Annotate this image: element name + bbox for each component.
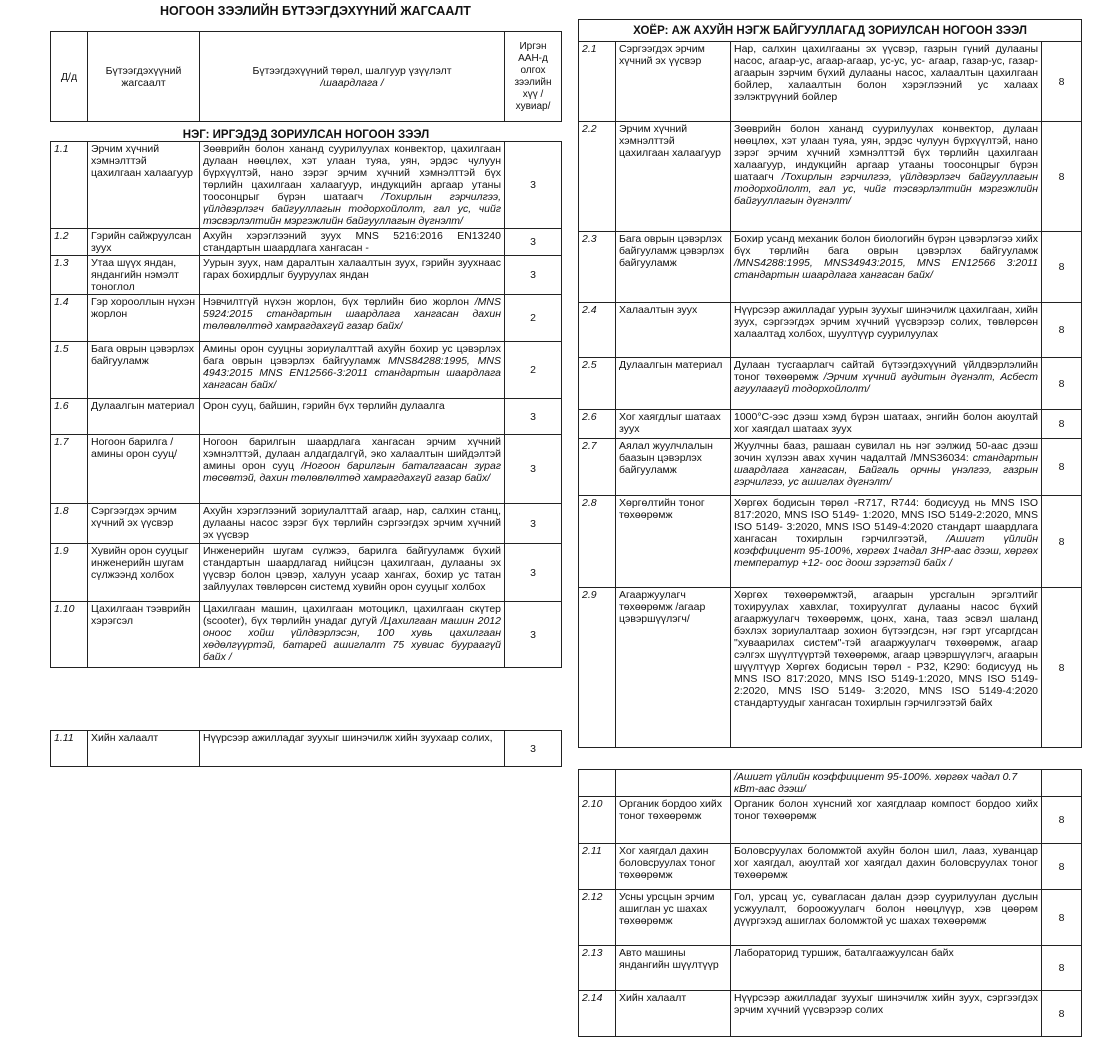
row-number: 2.7 — [579, 439, 616, 496]
requirement-cell — [200, 399, 505, 435]
requirement-text: Боловсруулах боломжтой ахуйн болон шил, лааз, хуванцар хог хаягдал, аюултай хог хаягдал дахин боловсруулах тоног төхөөрөмж — [734, 845, 1038, 881]
table-row — [579, 588, 1082, 748]
row-number: 2.4 — [579, 303, 616, 358]
requirement-text: Нүүрсээр ажилладаг зуухыг шинэчилж хийн зуух, сэргээгдэх эрчим хүчний үүсвэрээр солих — [734, 992, 1038, 1016]
header-rate: Иргэн ААН-д олгох зээлийн хүү /хувиар/ — [505, 32, 562, 122]
requirement-text: Инженерийн шугам сүлжээ, барилга байгууламж бүхий стандартын шаардлагад нийцсэн цахилгаан, дулааны эх үүсвэр болон цэвэр, халуун усаар хангах, бохир ус татан зайлуулах төвлөрсөн системд хувийн орон сууцыг холбох — [203, 545, 501, 593]
requirement-text: Ногоон барилгын шаардлага хангасан эрчим хүчний хэмнэлттэй, дулаан алдагдалгүй, эко халаалтын шийдэлтэй амины орон сууц — [203, 436, 501, 472]
product-name: Агааржуулагч төхөөрөмж /агаар цэвэршүүлэгч/ — [616, 588, 731, 748]
requirement-cell — [731, 358, 1042, 410]
requirement-text: Лабораторид туршиж, баталгаажуулсан байх — [734, 947, 954, 959]
row-number: 2.5 — [579, 358, 616, 410]
product-name: Дулаалгын материал — [616, 358, 731, 410]
row-number: 2.1 — [579, 42, 616, 122]
table-row — [579, 439, 1082, 496]
requirement-text: Ахуйн хэрэглээний зориулалттай агаар, нар, салхин станц, дулааны насос зэрэг бүх төрлийн сэргээгдэх эрчим хүчний эх үүсвэр — [203, 505, 501, 541]
row-number: 1.8 — [51, 504, 88, 544]
row-number: 2.8 — [579, 496, 616, 588]
table-row — [579, 797, 1082, 844]
requirement-cell — [200, 256, 505, 295]
table-row — [51, 731, 562, 767]
requirement-cell — [731, 232, 1042, 303]
row-number: 2.10 — [579, 797, 616, 844]
interest-rate: 3 — [505, 229, 562, 256]
table-row — [579, 410, 1082, 439]
product-name: Хог хаягдал дахин боловсруулах тоног төхөөрөмж — [616, 844, 731, 890]
interest-rate: 3 — [505, 142, 562, 229]
requirement-cell — [731, 946, 1042, 991]
interest-rate: 3 — [505, 544, 562, 602]
product-name: Гэрийн сайжруулсан зуух — [88, 229, 200, 256]
interest-rate: 3 — [505, 731, 562, 767]
row-number: 2.14 — [579, 991, 616, 1037]
product-name: Эрчим хүчний хэмнэлттэй цахилгаан халаагуур — [88, 142, 200, 229]
section2-table-continued — [578, 769, 1082, 1037]
row-number: 1.10 — [51, 602, 88, 668]
requirement-text: Хөргөх төхөөрөмжтэй, агаарын урсгалын эргэлтийг тохируулах хавхлаг, тохируулгат дулааны насос бүхий агааржуулагч төхөөрөмж, цонх, хана, тааз эсвэл шаланд бэхлэх зориулалтаар зохион бүтээгдсэн, нэг гэрт угсаргдсан "хуваарилах систем"-тэй агааржуулагч төхөөрөмж, агаар сэлгэх шүүлтүүртэй төхөөрөмж, агаар цэвэршүүлэгч, агаарын шүүлтүүр Хөргөх бодисын төрөл - Р32, К290: бодисууд нь MNS ISO 817:2020, MNS ISO 5149-1:2020, MNS ISO 5149-2:2020, MNS ISO 5149- 3:2020, MNS ISO 5149-4:2020 стандартуудыг хангасан тохирлын гэрчилгээтэй байх — [734, 589, 1038, 709]
requirement-note: MNS84288:1995, MNS 4943:2015 MNS EN12566-3:2011 стандартын шаардлага хангасан байх/ — [203, 355, 501, 391]
row-number: 2.2 — [579, 122, 616, 232]
interest-rate: 8 — [1042, 303, 1082, 358]
table-row — [579, 496, 1082, 588]
table-row — [579, 991, 1082, 1037]
table-row — [579, 303, 1082, 358]
requirement-text: 1000°С-ээс дээш хэмд бүрэн шатаах, энгийн болон аюултай хог хаягдал шатаах зуух — [734, 411, 1038, 435]
row-number: 1.4 — [51, 295, 88, 342]
row-number: 2.11 — [579, 844, 616, 890]
interest-rate: 8 — [1042, 496, 1082, 588]
interest-rate: 8 — [1042, 844, 1082, 890]
header-requirement — [200, 32, 505, 122]
product-name: Хийн халаалт — [88, 731, 200, 767]
row-number: 2.6 — [579, 410, 616, 439]
header-requirement-sub: /шаардлага / — [320, 76, 384, 89]
requirement-cell — [200, 142, 505, 229]
product-name: Бага оврын цэвэрлэх байгууламж — [88, 342, 200, 399]
requirement-text: Хөргөх бодисын төрөл -R717, R744: бодисууд нь MNS ISO 817:2020, MNS ISO 5149- 1:2020, MNS ISO 5149-2:2020, MNS ISO 5149- 3:2020, MNS ISO 5149-4:2020 стандарт шаардлага хангасан тохирлын гэрчилгээтэй, — [734, 497, 1038, 545]
table-row — [51, 342, 562, 399]
interest-rate: 3 — [505, 435, 562, 504]
product-name: Дулаалгын материал — [88, 399, 200, 435]
interest-rate: 8 — [1042, 358, 1082, 410]
table-row — [51, 229, 562, 256]
requirement-note: /Цахилгаан машин 2012 оноос хойш үйлдвэрлэсэн, 100 хувь цахилгаан хөдөлгүүртэй, батарей ашиглалт 75 хувиас буураагүй байх / — [203, 615, 501, 663]
requirement-cell — [731, 496, 1042, 588]
product-name: Эрчим хүчний хэмнэлттэй цахилгаан халаагуур — [616, 122, 731, 232]
interest-rate: 8 — [1042, 122, 1082, 232]
row-number: 2.13 — [579, 946, 616, 991]
product-name: Цахилгаан тээврийн хэрэгсэл — [88, 602, 200, 668]
requirement-cell — [731, 844, 1042, 890]
requirement-text: Жуулчны бааз, рашаан сувилал нь нэг ээлжид 50-аас дээш зочин хүлээн авах хүчин чадалтай /MNS36034: — [734, 440, 1038, 464]
product-name: Хөргөлтийн тоног төхөөрөмж — [616, 496, 731, 588]
product-name: Халаалтын зуух — [616, 303, 731, 358]
requirement-cell — [200, 435, 505, 504]
interest-rate: 8 — [1042, 890, 1082, 946]
requirement-cell — [200, 602, 505, 668]
table-row — [579, 122, 1082, 232]
requirement-cell — [731, 991, 1042, 1037]
table-row — [51, 256, 562, 295]
interest-rate: 8 — [1042, 439, 1082, 496]
section1-table — [50, 31, 562, 668]
section1-title-row — [51, 122, 562, 142]
product-name: Утаа шүүх яндан, яндангийн нэмэлт тоноглол — [88, 256, 200, 295]
requirement-text: Цахилгаан машин, цахилгаан мотоцикл, цахилгаан скүтер (scooter), бүх төрлийн унадаг дугуй — [203, 603, 501, 627]
interest-rate: 8 — [1042, 797, 1082, 844]
requirement-cell — [731, 890, 1042, 946]
table-row — [579, 232, 1082, 303]
table-row — [51, 295, 562, 342]
interest-rate: 8 — [1042, 42, 1082, 122]
requirement-note: /Эрчим хүчний аудитын дүгнэлт, Асбест агуулаагүй тодорхойлолт/ — [734, 371, 1038, 395]
continuation-note: /Ашигт үйлийн коэффициент 95-100%. хөргөх чадал 0.7 кВт-аас дээш/ — [731, 770, 1042, 797]
table-row — [579, 42, 1082, 122]
requirement-text: Нэвчилтгүй нүхэн жорлон, бүх төрлийн био жорлон — [203, 296, 470, 308]
requirement-cell — [200, 504, 505, 544]
requirement-cell — [731, 410, 1042, 439]
continuation-row — [579, 770, 1082, 797]
requirement-note: /MNS 5924:2015 стандартын шаардлага хангасан дахин төлөвлөлтөд хамрагдахгүй газар байх/ — [203, 296, 501, 332]
row-number: 2.3 — [579, 232, 616, 303]
requirement-cell — [200, 295, 505, 342]
row-number: 1.5 — [51, 342, 88, 399]
requirement-cell — [731, 439, 1042, 496]
product-name: Сэргээгдэх эрчим хүчний эх үүсвэр — [88, 504, 200, 544]
requirement-cell — [731, 122, 1042, 232]
row-number: 2.9 — [579, 588, 616, 748]
requirement-note: /Ногоон барилгын баталгаасан зураг төсөвтэй, дахин төлөвлөлтөд хамрагдахгүй газар байх/ — [203, 460, 502, 484]
document-title: НОГООН ЗЭЭЛИЙН БҮТЭЭГДЭХҮҮНИЙ ЖАГСААЛТ — [160, 4, 471, 18]
table-row — [51, 504, 562, 544]
requirement-cell — [731, 42, 1042, 122]
requirement-text: Органик болон хүнсний хог хаягдлаар компост бордоо хийх тоног төхөөрөмж — [734, 798, 1038, 822]
requirement-cell — [731, 303, 1042, 358]
interest-rate: 3 — [505, 504, 562, 544]
requirement-cell — [200, 229, 505, 256]
requirement-note: /Тохирлын гэрчилгээ, үйлдвэрлэгч байгууллагын тодорхойлолт, гал ус, чийг тэсвэрлэлтийн мэргэжлийн байгууллагын дүгнэлт/ — [734, 171, 1038, 207]
header-num: Д/д — [51, 32, 88, 122]
product-name: Ногоон барилга /амины орон сууц/ — [88, 435, 200, 504]
product-name: Бага оврын цэвэрлэх байгууламж цэвэрлэх байгууламж — [616, 232, 731, 303]
requirement-text: Уурын зуух, нам даралтын халаалтын зуух, гэрийн зуухнаас гарах бохирдлыг бууруулах яндан — [203, 257, 501, 281]
continuation-num-cell — [579, 770, 616, 797]
table-row — [51, 142, 562, 229]
continuation-rate-cell — [1042, 770, 1082, 797]
interest-rate: 3 — [505, 602, 562, 668]
requirement-text: Нар, салхин цахилгааны эх үүсвэр, газрын гүний дулааны насос, агаар-ус, агаар-агаар, ус-ус, ус- агаар, газар-ус, газар-агаарын зэрчим бүхий дулааны насос, халаалтын цахилгаан бойлер, халаалтын болон хэрэглээний ус халаах зэлэктрүүний бойлер — [734, 43, 1038, 103]
table-row — [579, 946, 1082, 991]
interest-rate: 2 — [505, 295, 562, 342]
product-name: Хог хаягдлыг шатаах зуух — [616, 410, 731, 439]
row-number: 1.6 — [51, 399, 88, 435]
interest-rate: 3 — [505, 256, 562, 295]
interest-rate: 8 — [1042, 410, 1082, 439]
table-row — [579, 358, 1082, 410]
requirement-text: Ахуйн хэрэглээний зуух MNS 5216:2016 EN13240 стандартын шаардлага хангасан - — [203, 230, 501, 254]
row-number: 1.7 — [51, 435, 88, 504]
section2-title: ХОЁР: АЖ АХУЙН НЭГЖ БАЙГУУЛЛАГАД ЗОРИУЛСАН НОГООН ЗЭЭЛ — [579, 20, 1082, 42]
row-number: 1.11 — [51, 731, 88, 767]
table-row — [51, 602, 562, 668]
row-number: 1.1 — [51, 142, 88, 229]
product-name: Гэр хорооллын нүхэн жорлон — [88, 295, 200, 342]
table-row — [51, 399, 562, 435]
requirement-text: Зөөврийн болон хананд суурилуулах конвектор, цахилгаан дулаан нөөцлөх, хэт улаан туяа, уян, эрдэс чулуун бүрхүүлтэй, нано зэрэг эрчим хүчний хэмнэлттэй бүх төрлийн цахилгаан халаагуур, индукцийн аргаар утаны тоосонцрыг бүрэн шатаагч — [203, 143, 501, 203]
interest-rate: 3 — [505, 399, 562, 435]
product-name: Хийн халаалт — [616, 991, 731, 1037]
requirement-note: /Ашигт үйлийн коэффициент 95-100%, хөргөх 1чадал 3НР-аас дээш, хөргөх температур +12- оос доош зэрэгтэй байх / — [734, 533, 1038, 569]
section2-table — [578, 19, 1082, 748]
requirement-cell — [200, 342, 505, 399]
requirement-cell — [731, 797, 1042, 844]
requirement-text: Зөөврийн болон хананд суурилуулах конвектор, дулаан нөөцлөх, хэт улаан туяа, уян, эрдэс чулуун бүрхүүлтэй, нано зэрэг эрчим хүчний хэмнэлттэй бүх төрлийн цахилгаан халаагуур, индукцийн аргаар утааны тоосонцрыг бүрэн шатаагч — [734, 123, 1038, 183]
section2-title-row — [579, 20, 1082, 42]
requirement-text: Нүүрсээр ажилладаг зуухыг шинэчилж хийн зуухаар солих, — [203, 732, 493, 744]
requirement-note: стандартын шаардлага хангасан, Байгаль орчны үнэлгээ, газрын гэрчилгээ, ус ашиглах дүгнэлт/ — [734, 452, 1038, 488]
requirement-text: Дулаан тусгаарлагч сайтай бүтээгдэхүүний үйлдвэрлэлийн тоног төхөөрөмж — [734, 359, 1038, 383]
requirement-note: /MNS4288:1995, MNS34943:2015, MNS EN12566 3:2011 стандартын шаардлага хангасан байх/ — [734, 257, 1038, 281]
table-row — [579, 844, 1082, 890]
section1-extra-table — [50, 730, 562, 767]
product-name: Авто машины яндангийн шүүлтүүр — [616, 946, 731, 991]
row-number: 2.12 — [579, 890, 616, 946]
product-name: Сэргээгдэх эрчим хүчний эх үүсвэр — [616, 42, 731, 122]
requirement-text: Гол, урсац ус, сувагласан далан дээр суурилуулан дуслын усжуулалт, бороожуулагч болон нөөцлүүр, хэв цөөрөм дүүргэхэд ашиглах боломжтой ус шахах төхөөрөмж — [734, 891, 1038, 927]
table-row — [51, 544, 562, 602]
product-name: Усны урсцын эрчим ашиглан ус шахах төхөөрөмж — [616, 890, 731, 946]
product-name: Аялал жуулчлалын баазын цэвэрлэх байгууламж — [616, 439, 731, 496]
requirement-cell — [200, 544, 505, 602]
section1-title: НЭГ: ИРГЭДЭД ЗОРИУЛСАН НОГООН ЗЭЭЛ — [51, 122, 562, 142]
product-name: Хувийн орон сууцыг инженерийн шугам сүлжээнд холбох — [88, 544, 200, 602]
requirement-text: Нүүрсээр ажилладаг уурын зуухыг шинэчилж цахилгаан, хийн зуух, сэргээгдэх эрчим хүчний үүсвэрээр солих, төвлөрсөн халаалтад холбох, шуултүүр суурилуулах — [734, 304, 1038, 340]
requirement-text: Амины орон сууцны зориулалттай ахуйн бохир ус цэвэрлэх бага оврын цэвэрлэх байгууламж — [203, 343, 501, 367]
requirement-note: /Тохирлын гэрчилгээ, үйлдвэрлэгч байгууллагын тодорхойлолт, гал ус, чийг тэсвэрлэлтийн мэргэжлийн байгууллагын дүгнэлт/ — [203, 191, 501, 227]
table-row — [579, 890, 1082, 946]
table-row — [51, 435, 562, 504]
row-number: 1.9 — [51, 544, 88, 602]
requirement-text: Орон сууц, байшин, гэрийн бүх төрлийн дулаалга — [203, 400, 445, 412]
interest-rate: 8 — [1042, 991, 1082, 1037]
interest-rate: 2 — [505, 342, 562, 399]
row-number: 1.3 — [51, 256, 88, 295]
interest-rate: 8 — [1042, 232, 1082, 303]
continuation-product-cell — [616, 770, 731, 797]
interest-rate: 8 — [1042, 946, 1082, 991]
header-product: Бүтээгдэхүүний жагсаалт — [88, 32, 200, 122]
interest-rate: 8 — [1042, 588, 1082, 748]
row-number: 1.2 — [51, 229, 88, 256]
requirement-text: Бохир усанд механик болон биологийн бүрэн цэвэрлэгээ хийх бүх төрлийн бага оврын цэвэрлэх байгууламж — [734, 233, 1038, 257]
product-name: Органик бордоо хийх тоног төхөөрөмж — [616, 797, 731, 844]
header-requirement-label: Бүтээгдэхүүний төрөл, шалгуур үзүүлэлт — [252, 64, 452, 77]
requirement-cell — [200, 731, 505, 767]
table-header-row — [51, 32, 562, 122]
requirement-cell — [731, 588, 1042, 748]
